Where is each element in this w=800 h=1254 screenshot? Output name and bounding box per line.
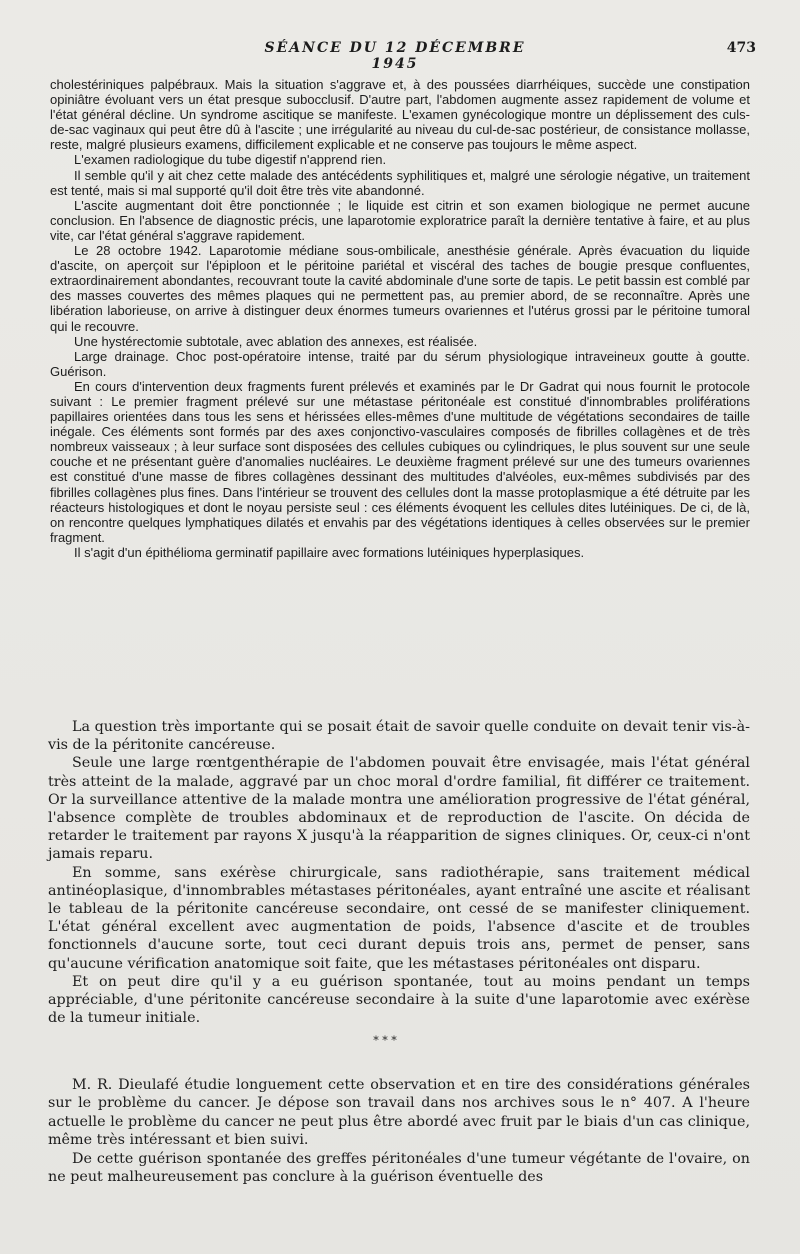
- paragraph: Il s'agit d'un épithélioma germinatif papillaire avec formations lutéiniques hyperplasiques.: [74, 544, 585, 560]
- case-report-section: [50, 77, 750, 560]
- paragraph: L'ascite augmentant doit être ponctionnée ; le liquide est citrin et son examen biologique ne permet aucune conclusion. En l'absence de diagnostic précis, une laparotomie exploratrice paraît la dernière tentative à faire, et au plus vite, car l'état général s'aggrave rapidement.: [50, 197, 750, 243]
- paragraph: Le 28 octobre 1942. Laparotomie médiane sous-ombilicale, anesthésie générale. Après évacuation du liquide d'ascite, on aperçoit sur l'épiploon et le péritoine pariétal et viscéral des taches de bougie presque confluentes, extraordinairement abondantes, recouvrant toute la cavité abdominale d'une sorte de tapis. Le petit bassin est comblé par des masses couvertes des mêmes plaques qui ne permettent pas, au premier abord, de se reconnaître. Après une libération laborieuse, on arrive à distinguer deux énormes tumeurs ovariennes et l'utérus grossi par le péritoine tumoral qui le recouvre.: [50, 243, 750, 334]
- discussion-section: [48, 718, 750, 1027]
- commentary-section: [48, 1076, 750, 1186]
- paragraph: Il semble qu'il y ait chez cette malade des antécédents syphilitiques et, malgré une sérologie négative, un traitement est tenté, mais si mal supporté qu'il doit être très vite abandonné.: [50, 167, 750, 198]
- paragraph: Une hystérectomie subtotale, avec ablation des annexes, est réalisée.: [74, 333, 478, 349]
- page-number: 473: [726, 40, 756, 56]
- paragraph: L'examen radiologique du tube digestif n'apprend rien.: [74, 152, 387, 168]
- paragraph: cholestériniques palpébraux. Mais la situation s'aggrave et, à des poussées diarrhéiques, succède une constipation opiniâtre évoluant vers un état presque subocclusif. D'autre part, l'abdomen augmente assez rapidement de volume et l'état général décline. Un syndrome ascitique se manifeste. L'examen gynécologique montre un déplissement des culs-de-sac vaginaux qui peut être dû à l'ascite ; une irrégularité au niveau du cul-de-sac postérieur, de consistance mollasse, reste, malgré plusieurs examens, difficilement explicable et ne conserve pas toujours le même aspect.: [50, 77, 750, 153]
- running-title: SÉANCE DU 12 DÉCEMBRE 1945: [264, 40, 526, 72]
- paragraph: La question très importante qui se posait était de savoir quelle conduite on devait tenir vis-à-vis de la péritonite cancéreuse.: [48, 719, 750, 754]
- paragraph: Et on peut dire qu'il y a eu guérison spontanée, tout au moins pendant un temps appréciable, d'une péritonite cancéreuse secondaire à la suite d'une laparotomie avec exérèse de la tumeur initiale.: [48, 973, 750, 1027]
- section-separator: * * *: [373, 1034, 397, 1047]
- paragraph: M. R. Dieulafé étudie longuement cette observation et en tire des considérations générales sur le problème du cancer. Je dépose son travail dans nos archives sous le n° 407. A l'heure actuelle le problème du cancer ne peut plus être abordé avec fruit par le biais d'un cas clinique, même très intéressant et bien suivi.: [48, 1077, 750, 1149]
- paragraph: En somme, sans exérèse chirurgicale, sans radiothérapie, sans traitement médical antinéoplasique, d'innombrables métastases péritonéales, ayant entraîné une ascite et réalisant le tableau de la péritonite cancéreuse secondaire, ont cessé de se manifester cliniquement. L'état général excellent avec augmentation de poids, l'absence d'ascite et de troubles fonctionnels d'aucune sorte, tout ceci durant depuis trois ans, permet de penser, sans qu'aucune vérification anatomique soit faite, que les métastases péritonéales ont disparu.: [48, 864, 750, 972]
- paragraph: De cette guérison spontanée des greffes péritonéales d'une tumeur végétante de l'ovaire, on ne peut malheureusement pas conclure à la guérison éventuelle des: [48, 1150, 750, 1186]
- paragraph: Seule une large rœntgenthérapie de l'abdomen pouvait être envisagée, mais l'état général très atteint de la malade, aggravé par un choc moral d'ordre familial, fit différer ce traitement. Or la surveillance attentive de la malade montra une amélioration progressive de l'état général, l'absence complète de troubles abdominaux et de reproduction de l'ascite. On décida de retarder le traitement par rayons X jusqu'à la réapparition de signes cliniques. Or, ceux-ci n'ont jamais reparu.: [48, 755, 750, 863]
- paragraph: En cours d'intervention deux fragments furent prélevés et examinés par le Dr Gadrat qui nous fournit le protocole suivant : Le premier fragment prélevé sur une métastase péritonéale est constitué d'innombrables proliférations papillaires orientées dans tous les sens et hérissées elles-mêmes d'une multitude de végétations secondaires de taille inégale. Ces éléments sont formés par des axes conjonctivo-vasculaires composés de fibrilles collagènes et de très nombreux vaisseaux ; à leur surface sont disposées des cellules cubiques ou cylindriques, le plus souvent sur une seule couche et ne présentant guère d'anomalies nucléaires. Le deuxième fragment prélevé sur une des tumeurs ovariennes est constitué d'une masse de fibres collagènes dessinant des multitudes d'alvéoles, eux-mêmes subdivisés par des fibrilles collagènes plus fines. Dans l'intérieur se trouvent des cellules dont la masse protoplasmique a été détruite par les réacteurs histologiques et dont le noyau persiste seul : ces éléments évoquent les cellules dites lutéiniques. De ci, de là, on rencontre quelques lymphatiques dilatés et envahis par des végétations identiques à celles observées sur le premier fragment.: [50, 378, 750, 545]
- paragraph: Large drainage. Choc post-opératoire intense, traité par du sérum physiologique intraveineux goutte à goutte. Guérison.: [50, 348, 750, 379]
